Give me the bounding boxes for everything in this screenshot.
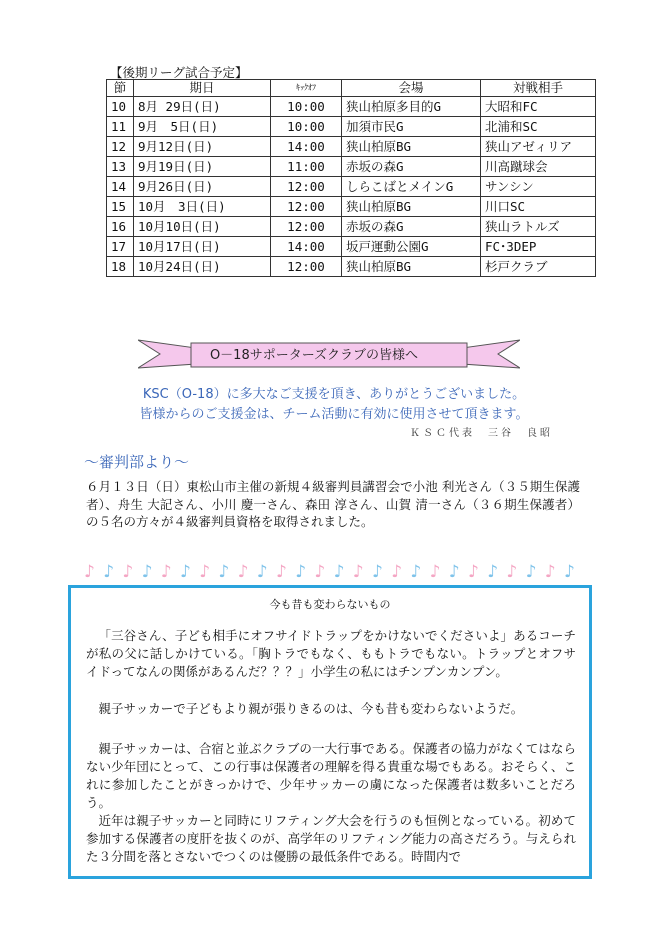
- cell-date: 10月 3日(日): [134, 197, 271, 217]
- music-note-icon: ♪: [410, 562, 422, 582]
- cell-kickoff: 11:00: [271, 157, 342, 177]
- referee-body: ６月１３日（日）東松山市主催の新規４級審判員講習会で小池 利光さん（３５期生保護者）、舟生 大記さん、小川 慶一さん、森田 淳さん、山賀 清一さん（３６期生保護者）の５名の方々が４級審判員資格を取得されました。: [86, 479, 580, 529]
- cell-date: 10月24日(日): [134, 257, 271, 277]
- cell-setsu: 12: [107, 137, 134, 157]
- schedule-row: [107, 177, 596, 197]
- music-note-icon: ♪: [276, 562, 287, 582]
- essay-paragraph-1: 「三谷さん、子ども相手にオフサイドトラップをかけないでくださいよ」あるコーチが私の父に話しかけている。「胸トラでもなく、ももトラでもない。トラップとオフサイドってなんの関係があるんだ？？？」小学生の私にはチンプンカンプン。: [86, 628, 576, 679]
- cell-kickoff: 10:00: [271, 117, 342, 137]
- music-note-icon: ♪: [333, 562, 345, 582]
- banner-text: O－18サポーターズクラブの皆様へ: [209, 348, 419, 363]
- schedule-title: 【後期リーグ試合予定】: [110, 65, 248, 80]
- cell-venue: 赤坂の森G: [342, 157, 481, 177]
- cell-date: 9月12日(日): [134, 137, 271, 157]
- cell-venue: 加須市民G: [342, 117, 481, 137]
- header-kickoff: ｷｯｸｵﾌ: [271, 80, 342, 97]
- cell-setsu: 18: [107, 257, 134, 277]
- cell-venue: 狭山柏原BG: [342, 257, 481, 277]
- cell-setsu: 17: [107, 237, 134, 257]
- cell-opponent: サンシン: [481, 177, 596, 197]
- music-note-icon: ♪: [103, 562, 115, 582]
- schedule-header-row: [107, 80, 596, 97]
- music-note-icon: ♪: [372, 562, 383, 582]
- cell-date: 9月19日(日): [134, 157, 271, 177]
- cell-opponent: 狭山アゼィリア: [481, 137, 596, 157]
- music-note-icon: ♪: [122, 562, 134, 582]
- music-note-icon: ♪: [199, 562, 211, 582]
- cell-date: 9月26日(日): [134, 177, 271, 197]
- header-date: 期日: [134, 80, 271, 97]
- header-venue: 会場: [342, 80, 481, 97]
- music-note-icon: ♪: [468, 562, 479, 582]
- schedule-row: [107, 97, 596, 117]
- music-note-icon: ♪: [160, 562, 172, 582]
- cell-kickoff: 12:00: [271, 197, 342, 217]
- schedule-row: [107, 137, 596, 157]
- cell-date: 9月 5日(日): [134, 117, 271, 137]
- schedule-body: [107, 97, 596, 277]
- schedule-row: [107, 197, 596, 217]
- cell-kickoff: 14:00: [271, 137, 342, 157]
- music-note-icon: ♪: [448, 562, 460, 582]
- schedule-row: [107, 257, 596, 277]
- cell-setsu: 13: [107, 157, 134, 177]
- cell-opponent: FC･3DEP: [481, 237, 596, 257]
- cell-setsu: 16: [107, 217, 134, 237]
- music-note-icon: ♪: [506, 562, 518, 582]
- schedule-row: [107, 237, 596, 257]
- header-opponent: 対戦相手: [481, 80, 596, 97]
- music-note-icon: ♪: [564, 562, 575, 582]
- music-note-icon: ♪: [544, 562, 556, 582]
- music-note-icon: ♪: [314, 562, 326, 582]
- cell-kickoff: 12:00: [271, 257, 342, 277]
- cell-date: 10月10日(日): [134, 217, 271, 237]
- music-note-icon: ♪: [487, 562, 499, 582]
- cell-setsu: 11: [107, 117, 134, 137]
- cell-opponent: 川口SC: [481, 197, 596, 217]
- essay-paragraph-4: 近年は親子サッカーと同時にリフティング大会を行うのも恒例となっている。初めて参加する保護者の度肝を抜くのが、高学年のリフティング能力の高さだろう。与えられた３分間を落とさないでつくのは優勝の最低条件である。時間内で: [86, 813, 576, 864]
- schedule-row: [107, 217, 596, 237]
- thanks-line-1: KSC（O-18）に多大なご支援を頂き、ありがとうございました。: [142, 387, 526, 402]
- cell-venue: 狭山柏原BG: [342, 137, 481, 157]
- cell-venue: 狭山柏原BG: [342, 197, 481, 217]
- signature: ＫＳＣ代表 三谷 良昭: [410, 428, 553, 439]
- cell-setsu: 10: [107, 97, 134, 117]
- cell-kickoff: 14:00: [271, 237, 342, 257]
- schedule-row: [107, 117, 596, 137]
- music-note-icon: ♪: [391, 562, 403, 582]
- cell-date: 8月 29日(日): [134, 97, 271, 117]
- cell-venue: 坂戸運動公園G: [342, 237, 481, 257]
- cell-venue: 狭山柏原多目的G: [342, 97, 481, 117]
- cell-kickoff: 12:00: [271, 177, 342, 197]
- cell-opponent: 川高蹴球会: [481, 157, 596, 177]
- cell-opponent: 杉戸クラブ: [481, 257, 596, 277]
- ribbon-left-tail: [138, 340, 196, 368]
- cell-kickoff: 10:00: [271, 97, 342, 117]
- header-setsu: 節: [107, 80, 134, 97]
- music-note-divider: [84, 562, 584, 582]
- cell-opponent: 狭山ラトルズ: [481, 217, 596, 237]
- cell-venue: 赤坂の森G: [342, 217, 481, 237]
- music-note-icon: ♪: [256, 562, 268, 582]
- essay-title: 今も昔も変わらないもの: [269, 598, 391, 611]
- music-note-icon: ♪: [429, 562, 441, 582]
- essay-paragraph-3: 親子サッカーは、合宿と並ぶクラブの一大行事である。保護者の協力がなくてはならない少年団にとって、この行事は保護者の理解を得る貴重な場でもある。おそらく、これに参加したことがきっかけで、少年サッカーの虜になった保護者は数多いことだろう。: [86, 741, 576, 810]
- referee-heading: ～審判部より～: [84, 453, 190, 471]
- music-note-icon: ♪: [180, 562, 191, 582]
- music-note-icon: ♪: [141, 562, 153, 582]
- cell-setsu: 15: [107, 197, 134, 217]
- essay-paragraph-2: 親子サッカーで子どもより親が張りきるのは、今も昔も変わらないようだ。: [98, 701, 524, 716]
- music-note-icon: ♪: [295, 562, 307, 582]
- music-note-icon: ♪: [237, 562, 249, 582]
- music-note-icon: ♪: [84, 562, 95, 582]
- cell-opponent: 北浦和SC: [481, 117, 596, 137]
- cell-opponent: 大昭和FC: [481, 97, 596, 117]
- thanks-line-2: 皆様からのご支援金は、チーム活動に有効に使用させて頂きます。: [139, 407, 529, 422]
- cell-venue: しらこばとメインG: [342, 177, 481, 197]
- schedule-table: [106, 79, 596, 277]
- cell-setsu: 14: [107, 177, 134, 197]
- music-note-icon: ♪: [525, 562, 537, 582]
- ribbon-right-tail: [462, 340, 520, 368]
- music-note-icon: ♪: [352, 562, 364, 582]
- cell-date: 10月17日(日): [134, 237, 271, 257]
- music-note-icon: ♪: [218, 562, 230, 582]
- cell-kickoff: 12:00: [271, 217, 342, 237]
- schedule-row: [107, 157, 596, 177]
